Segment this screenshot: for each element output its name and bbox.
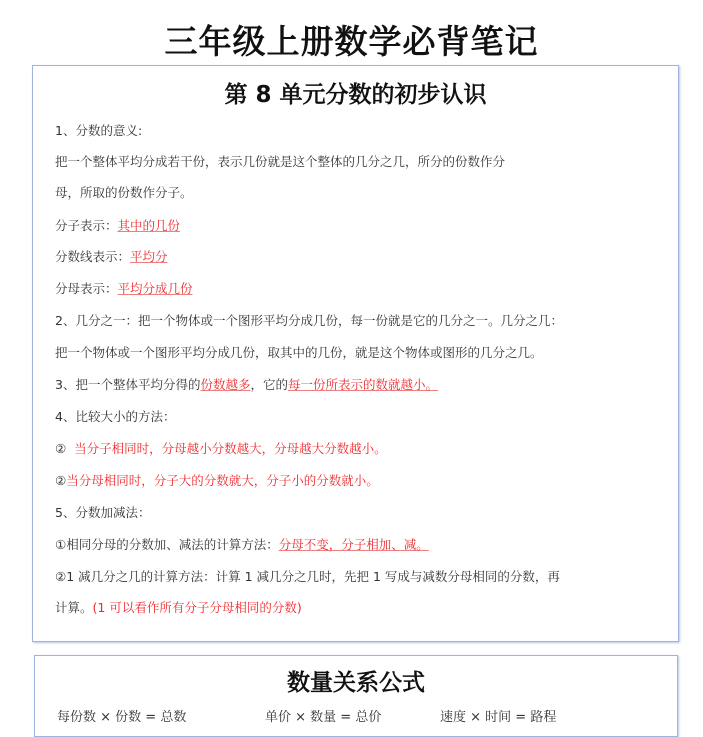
highlight: 份数越多 [200, 377, 251, 392]
highlight: 分母不变，分子相加、减。 [278, 537, 429, 552]
label: 分子表示： [55, 218, 118, 233]
formulas-box [34, 655, 678, 737]
highlight: 当分母相同时，分子大的分数就大，分子小的分数就小。 [66, 473, 379, 488]
note-line: 母，所取的份数作分子。 [55, 185, 193, 200]
highlight: 平均分成几份 [117, 281, 193, 296]
note-line: 把一个物体或一个图形平均分成几份，取其中的几份，就是这个物体或图形的几分之几。 [55, 345, 543, 360]
unit-heading: 第 8 单元分数的初步认识 [224, 82, 487, 108]
bullet: ② [55, 441, 67, 456]
text: 3、把一个整体平均分得的 [55, 377, 201, 392]
highlight: 平均分 [130, 249, 168, 264]
text: ①相同分母的分数加、减法的计算方法： [55, 537, 279, 552]
formula: 速度 × 时间 = 路程 [440, 710, 557, 725]
note-line: 5、分数加减法： [55, 505, 151, 520]
note-line [55, 377, 438, 393]
text: 计算。 [55, 600, 93, 615]
bullet: ② [55, 473, 67, 488]
page-title: 三年级上册数学必背笔记 [164, 22, 539, 61]
text: ，它的 [250, 377, 288, 392]
highlight: 每一份所表示的数就越小。 [288, 377, 439, 392]
note-line [55, 600, 302, 616]
formula: 单价 × 数量 = 总价 [265, 710, 382, 725]
note-line [55, 281, 193, 297]
note-line: ②1 减几分之几的计算方法：计算 1 减几分之几时，先把 1 写成与减数分母相同的分数，再 [55, 569, 560, 584]
note-line [55, 249, 168, 265]
note-line [55, 441, 387, 457]
note-line: 把一个整体平均分成若干份，表示几份就是这个整体的几分之几，所分的份数作分 [55, 154, 506, 169]
unit-8-notes-box [32, 65, 679, 642]
note-line [55, 218, 180, 234]
formula: 每份数 × 份数 = 总数 [57, 710, 187, 725]
label: 分母表示： [55, 281, 118, 296]
note-line [55, 473, 379, 489]
note-line: 2、几分之一：把一个物体或一个图形平均分成几份，每一份就是它的几分之一。几分之几： [55, 313, 563, 328]
formulas-heading: 数量关系公式 [287, 670, 425, 696]
note-line: 1、分数的意义: [55, 123, 143, 138]
note-line: 4、比较大小的方法： [55, 409, 176, 424]
label: 分数线表示： [55, 249, 131, 264]
highlight: 其中的几份 [117, 218, 181, 233]
highlight: (1 可以看作所有分子分母相同的分数) [92, 600, 302, 615]
note-line [55, 537, 429, 553]
highlight: 当分子相同时，分母越小分数越大，分母越大分数越小。 [74, 441, 387, 456]
